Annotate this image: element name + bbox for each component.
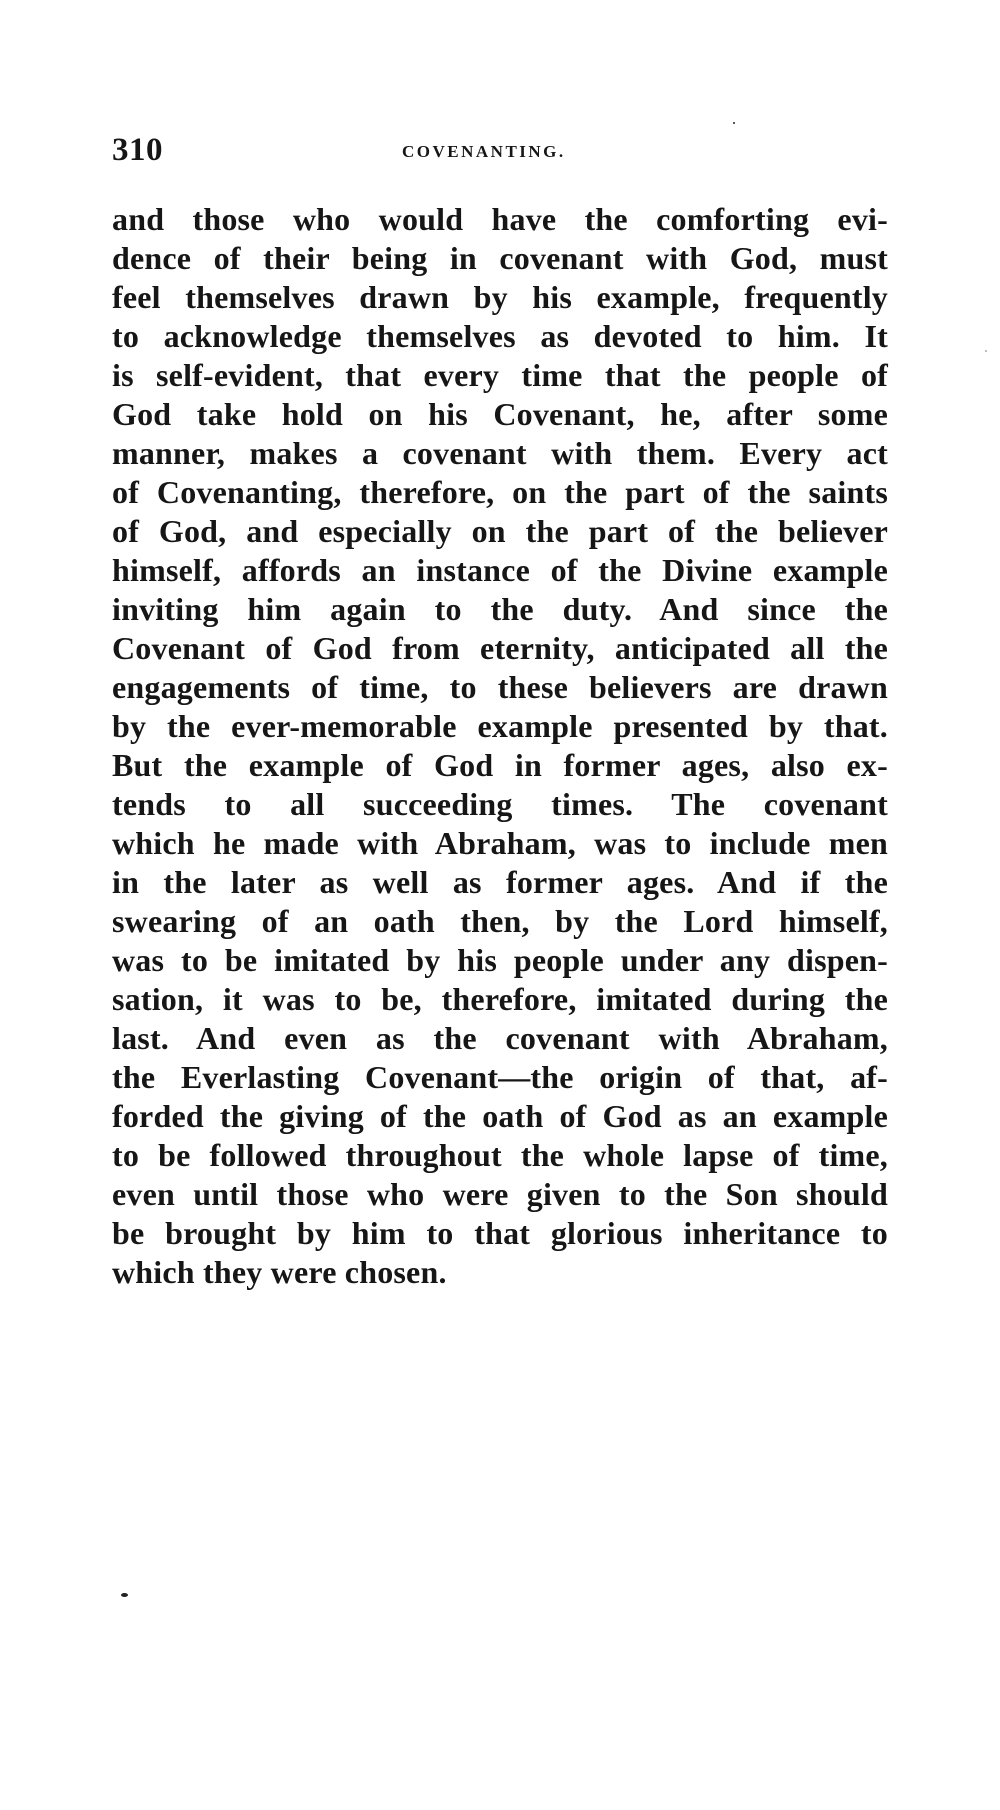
text-line: is self-evident, that every time that the people of xyxy=(112,357,888,393)
text-line: of Covenanting, therefore, on the part of the saints xyxy=(112,474,888,510)
text-line: sation, it was to be, therefore, imitated during the xyxy=(112,981,888,1017)
body-paragraph xyxy=(112,200,888,1292)
text-line: tends to all succeeding times. The covenant xyxy=(112,786,888,822)
text-line: himself, affords an instance of the Divine example xyxy=(112,552,888,588)
text-line: engagements of time, to these believers are drawn xyxy=(112,669,888,705)
text-line: inviting him again to the duty. And since the xyxy=(112,591,888,627)
text-line: But the example of God in former ages, also ex- xyxy=(112,747,888,783)
text-line: to be followed throughout the whole lapse of time, xyxy=(112,1137,888,1173)
running-title: COVENANTING. xyxy=(402,142,566,161)
text-line: was to be imitated by his people under any dispen- xyxy=(112,942,888,978)
text-line: the Everlasting Covenant—the origin of that, af- xyxy=(112,1059,888,1095)
running-head xyxy=(112,132,890,176)
text-line: even until those who were given to the Son should xyxy=(112,1176,888,1212)
text-line: in the later as well as former ages. And if the xyxy=(112,864,888,900)
text-line: manner, makes a covenant with them. Every act xyxy=(112,435,888,471)
text-line: be brought by him to that glorious inheritance to xyxy=(112,1215,888,1251)
text-line: of God, and especially on the part of the believer xyxy=(112,513,888,549)
text-line: feel themselves drawn by his example, frequently xyxy=(112,279,888,315)
text-line: swearing of an oath then, by the Lord himself, xyxy=(112,903,888,939)
text-line: last. And even as the covenant with Abraham, xyxy=(112,1020,888,1056)
page-number: 310 xyxy=(112,132,163,168)
text-line: forded the giving of the oath of God as an example xyxy=(112,1098,888,1134)
text-line: dence of their being in covenant with God, must xyxy=(112,240,888,276)
ink-speck xyxy=(733,122,735,124)
text-line-final: which they were chosen. xyxy=(112,1254,447,1290)
text-line: to acknowledge themselves as devoted to him. It xyxy=(112,318,888,354)
ink-speck xyxy=(121,1593,128,1597)
text-line: by the ever-memorable example presented by that. xyxy=(112,708,888,744)
text-line: and those who would have the comforting evi- xyxy=(112,201,888,237)
ink-speck xyxy=(985,350,987,352)
text-line: which he made with Abraham, was to include men xyxy=(112,825,888,861)
text-line: God take hold on his Covenant, he, after some xyxy=(112,396,888,432)
text-line: Covenant of God from eternity, anticipated all the xyxy=(112,630,888,666)
